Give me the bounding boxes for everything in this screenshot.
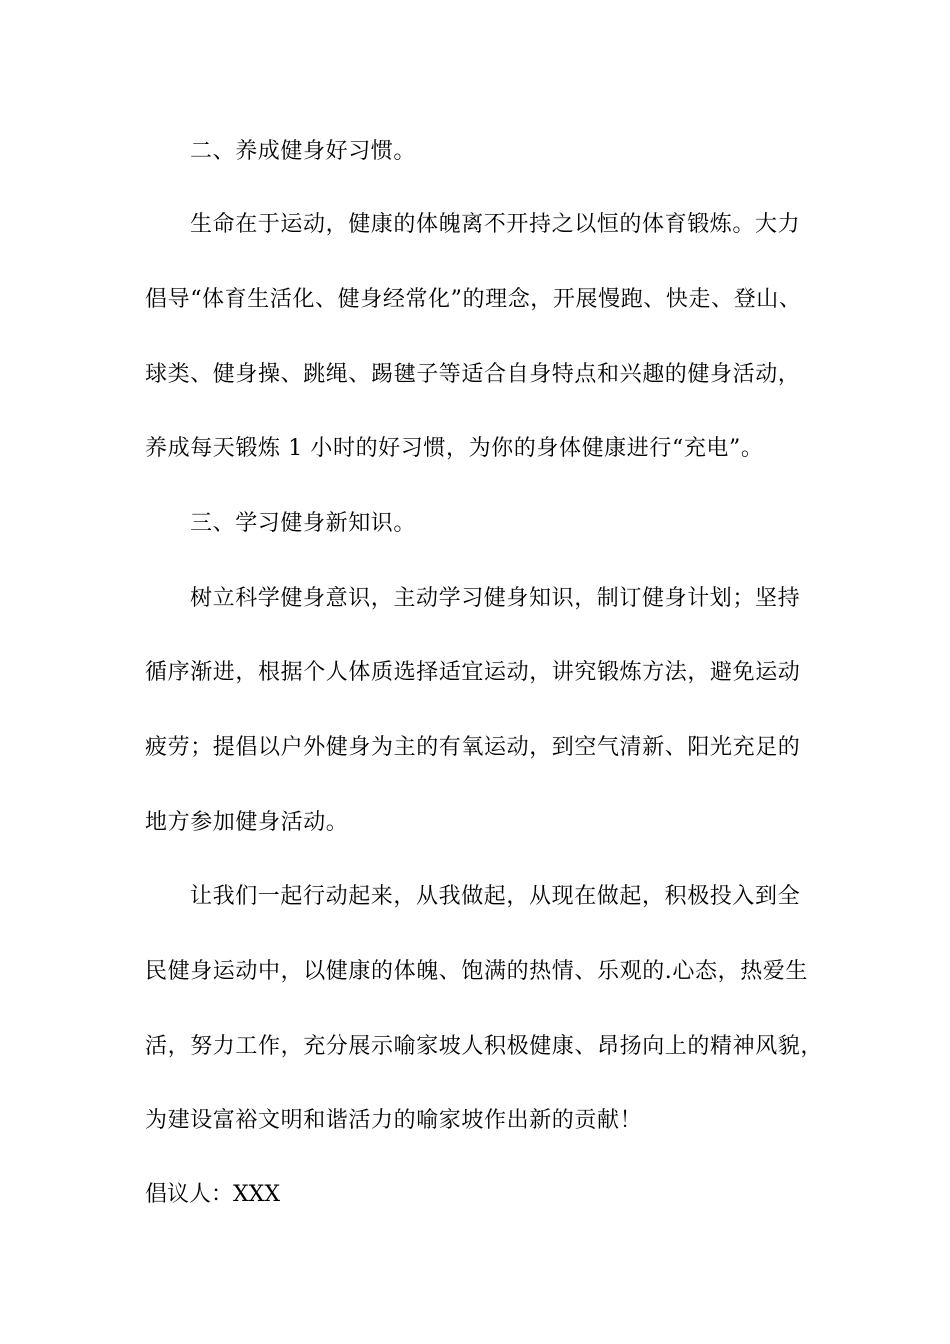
section-heading-knowledge: 三、学习健身新知识。: [190, 511, 417, 536]
paragraph-line: 球类、健身操、跳绳、踢毽子等适合自身特点和兴趣的健身活动，: [145, 362, 801, 387]
paragraph-line: 民健身运动中，以健康的体魄、饱满的热情、乐观的.心态，热爱生: [145, 959, 808, 984]
paragraph-line: 让我们一起行动起来，从我做起，从现在做起，积极投入到全: [190, 884, 801, 909]
signature: 倡议人：XXX: [145, 1182, 280, 1207]
paragraph-line: 活，努力工作，充分展示喻家坡人积极健康、昂扬向上的精神风貌，: [145, 1034, 824, 1059]
paragraph-line: 疲劳；提倡以户外健身为主的有氧运动，到空气清新、阳光充足的: [145, 735, 801, 760]
paragraph-line: 倡导“体育生活化、健身经常化”的理念，开展慢跑、快走、登山、: [145, 287, 802, 312]
paragraph-line: 树立科学健身意识，主动学习健身知识，制订健身计划；坚持: [190, 586, 801, 611]
paragraph-line: 循序渐进，根据个人体质选择适宜运动，讲究锻炼方法，避免运动: [145, 660, 801, 685]
paragraph-line: 为建设富裕文明和谐活力的喻家坡作出新的贡献！: [145, 1108, 643, 1133]
section-heading-habits: 二、养成健身好习惯。: [190, 139, 417, 164]
paragraph-line: 生命在于运动，健康的体魄离不开持之以恒的体育锻炼。大力: [190, 212, 801, 237]
paragraph-line: 养成每天锻炼 1 小时的好习惯，为你的身体健康进行“充电”。: [145, 436, 764, 461]
paragraph-line: 地方参加健身活动。: [145, 810, 349, 835]
